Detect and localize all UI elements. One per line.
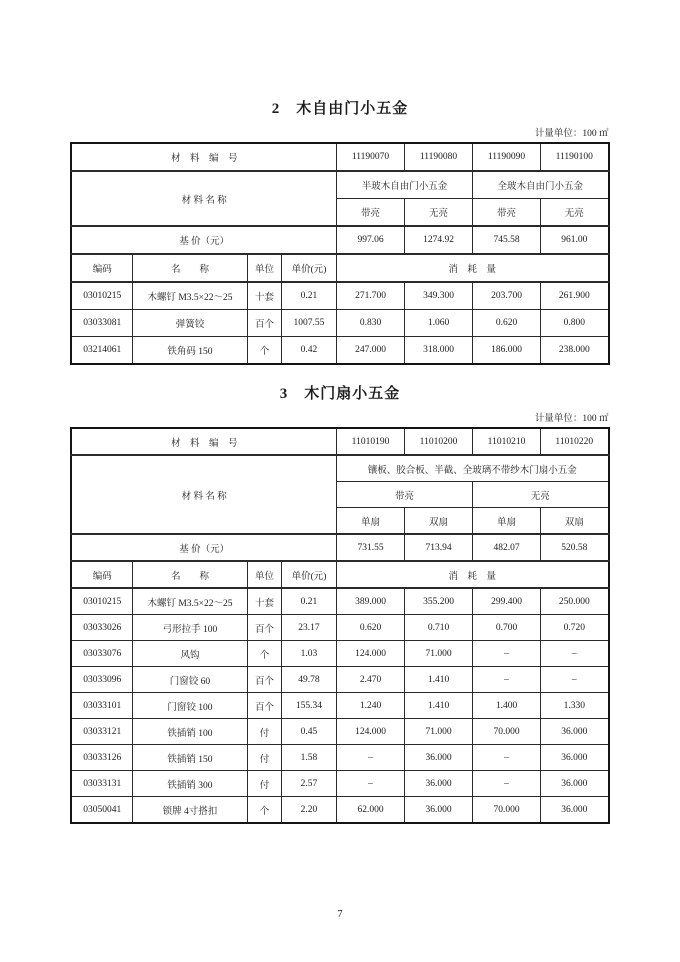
material-row-name: 铁角码 150 bbox=[132, 337, 247, 365]
material-row-consumption: 271.700 bbox=[337, 282, 405, 310]
material-row bbox=[71, 615, 608, 641]
material-row-consumption: 36.000 bbox=[405, 771, 473, 797]
material-row-consumption: 2.470 bbox=[337, 667, 405, 693]
material-row-name: 铁插销 100 bbox=[132, 719, 247, 745]
material-row-consumption: 318.000 bbox=[405, 337, 473, 365]
material-row-unit: 十套 bbox=[247, 588, 281, 615]
material-row-unit-price: 2.20 bbox=[281, 797, 336, 824]
subcol-label: 双扇 bbox=[405, 508, 473, 535]
material-row-name: 风钩 bbox=[132, 641, 247, 667]
material-row bbox=[71, 693, 608, 719]
material-group: 全玻木自由门小五金 bbox=[473, 171, 609, 199]
quota-table-free-door bbox=[70, 142, 609, 365]
material-row-name: 弓形拉手 100 bbox=[132, 615, 247, 641]
material-name-label: 材 料 名 称 bbox=[71, 171, 336, 226]
material-row-unit-price: 1.03 bbox=[281, 641, 336, 667]
header-consumption: 消 耗 量 bbox=[337, 561, 609, 588]
material-row bbox=[71, 588, 608, 615]
material-row-consumption: 389.000 bbox=[337, 588, 405, 615]
material-row-unit: 付 bbox=[247, 719, 281, 745]
material-row-consumption: – bbox=[473, 745, 541, 771]
material-row-consumption: 0.620 bbox=[473, 310, 541, 337]
material-row-consumption: 71.000 bbox=[405, 719, 473, 745]
material-no-row bbox=[71, 428, 608, 455]
material-row-consumption: 1.240 bbox=[337, 693, 405, 719]
material-row-consumption: 0.720 bbox=[541, 615, 609, 641]
material-code: 11010190 bbox=[337, 428, 405, 455]
header-consumption: 消 耗 量 bbox=[337, 254, 609, 282]
material-row-consumption: 261.900 bbox=[541, 282, 609, 310]
material-row-consumption: 71.000 bbox=[405, 641, 473, 667]
material-row-unit-price: 1.58 bbox=[281, 745, 336, 771]
base-price: 731.55 bbox=[337, 534, 405, 561]
material-row bbox=[71, 310, 608, 337]
material-row-consumption: 0.800 bbox=[541, 310, 609, 337]
material-row-code: 03010215 bbox=[71, 282, 132, 310]
material-row-unit-price: 0.21 bbox=[281, 282, 336, 310]
material-row-name: 木螺钉 M3.5×22～25 bbox=[132, 588, 247, 615]
material-row-consumption: 238.000 bbox=[541, 337, 609, 365]
material-row-code: 03033026 bbox=[71, 615, 132, 641]
material-row-unit-price: 0.45 bbox=[281, 719, 336, 745]
material-row-code: 03033121 bbox=[71, 719, 132, 745]
material-group-row bbox=[71, 171, 608, 199]
subcol-label: 单扇 bbox=[337, 508, 405, 535]
material-group: 无亮 bbox=[473, 482, 609, 508]
material-row-consumption: 36.000 bbox=[541, 797, 609, 824]
material-row-consumption: 36.000 bbox=[541, 719, 609, 745]
section-title: 3 木门扇小五金 bbox=[279, 386, 401, 402]
material-no-row bbox=[71, 143, 608, 171]
header-unit-price: 单价(元) bbox=[281, 561, 336, 588]
material-no-label: 材 料 编 号 bbox=[71, 143, 336, 171]
material-row-consumption: 1.410 bbox=[405, 693, 473, 719]
header-code: 编码 bbox=[71, 561, 132, 588]
material-row bbox=[71, 771, 608, 797]
material-code: 11190070 bbox=[337, 143, 405, 171]
material-row-consumption: 1.400 bbox=[473, 693, 541, 719]
material-row-unit: 十套 bbox=[247, 282, 281, 310]
material-row-consumption: 0.700 bbox=[473, 615, 541, 641]
header-code: 编码 bbox=[71, 254, 132, 282]
material-group: 半玻木自由门小五金 bbox=[337, 171, 473, 199]
material-row-name: 弹簧铰 bbox=[132, 310, 247, 337]
material-row-code: 03033096 bbox=[71, 667, 132, 693]
unit-note: 计量单位：100 ㎡ bbox=[534, 129, 609, 139]
material-row-consumption: 124.000 bbox=[337, 641, 405, 667]
material-row-consumption: 70.000 bbox=[473, 719, 541, 745]
base-price-label: 基 价（元） bbox=[71, 226, 336, 254]
material-span-row bbox=[71, 455, 608, 482]
material-row-code: 03033131 bbox=[71, 771, 132, 797]
subcol-label: 单扇 bbox=[473, 508, 541, 535]
material-row-consumption: 1.060 bbox=[405, 310, 473, 337]
base-price: 1274.92 bbox=[405, 226, 473, 254]
material-code: 11010220 bbox=[541, 428, 609, 455]
material-row-code: 03033081 bbox=[71, 310, 132, 337]
subcol-label: 无亮 bbox=[541, 199, 609, 227]
material-row-consumption: – bbox=[337, 745, 405, 771]
header-unit-price: 单价(元) bbox=[281, 254, 336, 282]
material-row-consumption: 1.330 bbox=[541, 693, 609, 719]
material-row-consumption: 0.710 bbox=[405, 615, 473, 641]
material-row-unit: 付 bbox=[247, 745, 281, 771]
material-no-label: 材 料 编 号 bbox=[71, 428, 336, 455]
material-code: 11190080 bbox=[405, 143, 473, 171]
material-row-unit: 个 bbox=[247, 797, 281, 824]
material-row-unit-price: 1007.55 bbox=[281, 310, 336, 337]
base-price: 745.58 bbox=[473, 226, 541, 254]
material-row-code: 03050041 bbox=[71, 797, 132, 824]
material-row-name: 锁牌 4寸搭扣 bbox=[132, 797, 247, 824]
material-row-consumption: 1.410 bbox=[405, 667, 473, 693]
material-row-consumption: – bbox=[473, 641, 541, 667]
material-row-unit: 个 bbox=[247, 337, 281, 365]
material-row-consumption: 36.000 bbox=[541, 745, 609, 771]
base-price: 482.07 bbox=[473, 534, 541, 561]
section-title: 2 木自由门小五金 bbox=[271, 101, 409, 117]
header-name: 名 称 bbox=[132, 561, 247, 588]
material-row-consumption: 36.000 bbox=[541, 771, 609, 797]
material-row-consumption: – bbox=[541, 641, 609, 667]
subcol-label: 带亮 bbox=[337, 199, 405, 227]
material-row-code: 03033101 bbox=[71, 693, 132, 719]
material-row-consumption: – bbox=[337, 771, 405, 797]
material-row-name: 木螺钉 M3.5×22～25 bbox=[132, 282, 247, 310]
section-wood-door-leaf-hardware bbox=[0, 382, 680, 824]
base-price: 961.00 bbox=[541, 226, 609, 254]
material-row bbox=[71, 797, 608, 824]
material-code: 11010210 bbox=[473, 428, 541, 455]
material-row-consumption: – bbox=[473, 771, 541, 797]
material-row-unit: 付 bbox=[247, 771, 281, 797]
material-row bbox=[71, 337, 608, 365]
material-row-unit-price: 0.42 bbox=[281, 337, 336, 365]
unit-note: 计量单位：100 ㎡ bbox=[534, 414, 609, 424]
material-row-consumption: 0.620 bbox=[337, 615, 405, 641]
material-row bbox=[71, 282, 608, 310]
base-price-label: 基 价（元） bbox=[71, 534, 336, 561]
material-row-name: 门窗铰 60 bbox=[132, 667, 247, 693]
column-header-row bbox=[71, 254, 608, 282]
material-row-unit-price: 49.78 bbox=[281, 667, 336, 693]
material-row-code: 03033126 bbox=[71, 745, 132, 771]
quota-table-door-leaf bbox=[70, 427, 609, 824]
material-row-consumption: 247.000 bbox=[337, 337, 405, 365]
material-row-consumption: 250.000 bbox=[541, 588, 609, 615]
material-span-header: 镶板、胶合板、半截、全玻璃不带纱木门扇小五金 bbox=[337, 455, 609, 482]
header-name: 名 称 bbox=[132, 254, 247, 282]
material-row-consumption: – bbox=[541, 667, 609, 693]
material-row-unit-price: 0.21 bbox=[281, 588, 336, 615]
material-row-consumption: 299.400 bbox=[473, 588, 541, 615]
material-row-consumption: 0.830 bbox=[337, 310, 405, 337]
material-row-name: 门窗铰 100 bbox=[132, 693, 247, 719]
material-row-consumption: 124.000 bbox=[337, 719, 405, 745]
material-row-name: 铁插销 150 bbox=[132, 745, 247, 771]
material-row bbox=[71, 667, 608, 693]
material-row-unit: 个 bbox=[247, 641, 281, 667]
material-row-consumption: 355.200 bbox=[405, 588, 473, 615]
material-row bbox=[71, 745, 608, 771]
material-row-unit: 百个 bbox=[247, 667, 281, 693]
material-row-consumption: 203.700 bbox=[473, 282, 541, 310]
material-row-consumption: 36.000 bbox=[405, 797, 473, 824]
material-row-consumption: 349.300 bbox=[405, 282, 473, 310]
material-code: 11190090 bbox=[473, 143, 541, 171]
material-row-consumption: – bbox=[473, 667, 541, 693]
header-unit: 单位 bbox=[247, 254, 281, 282]
material-row-unit: 百个 bbox=[247, 615, 281, 641]
material-group: 带亮 bbox=[337, 482, 473, 508]
material-row-unit: 百个 bbox=[247, 310, 281, 337]
material-row-name: 铁插销 300 bbox=[132, 771, 247, 797]
material-code: 11010200 bbox=[405, 428, 473, 455]
base-price: 713.94 bbox=[405, 534, 473, 561]
material-row-consumption: 36.000 bbox=[405, 745, 473, 771]
base-price-row bbox=[71, 226, 608, 254]
page-number: 7 bbox=[337, 909, 343, 920]
material-row-consumption: 70.000 bbox=[473, 797, 541, 824]
material-row-unit-price: 155.34 bbox=[281, 693, 336, 719]
subcol-label: 带亮 bbox=[473, 199, 541, 227]
material-name-label: 材 料 名 称 bbox=[71, 455, 336, 534]
material-row-unit-price: 23.17 bbox=[281, 615, 336, 641]
material-row-code: 03033076 bbox=[71, 641, 132, 667]
header-unit: 单位 bbox=[247, 561, 281, 588]
base-price-row bbox=[71, 534, 608, 561]
material-code: 11190100 bbox=[541, 143, 609, 171]
column-header-row bbox=[71, 561, 608, 588]
material-row-consumption: 62.000 bbox=[337, 797, 405, 824]
material-row bbox=[71, 641, 608, 667]
section-wood-free-door-hardware bbox=[0, 97, 680, 365]
subcol-label: 双扇 bbox=[541, 508, 609, 535]
material-row-code: 03214061 bbox=[71, 337, 132, 365]
base-price: 520.58 bbox=[541, 534, 609, 561]
material-row-unit: 百个 bbox=[247, 693, 281, 719]
material-row bbox=[71, 719, 608, 745]
material-row-code: 03010215 bbox=[71, 588, 132, 615]
material-row-unit-price: 2.57 bbox=[281, 771, 336, 797]
material-row-consumption: 186.000 bbox=[473, 337, 541, 365]
base-price: 997.06 bbox=[337, 226, 405, 254]
subcol-label: 无亮 bbox=[405, 199, 473, 227]
